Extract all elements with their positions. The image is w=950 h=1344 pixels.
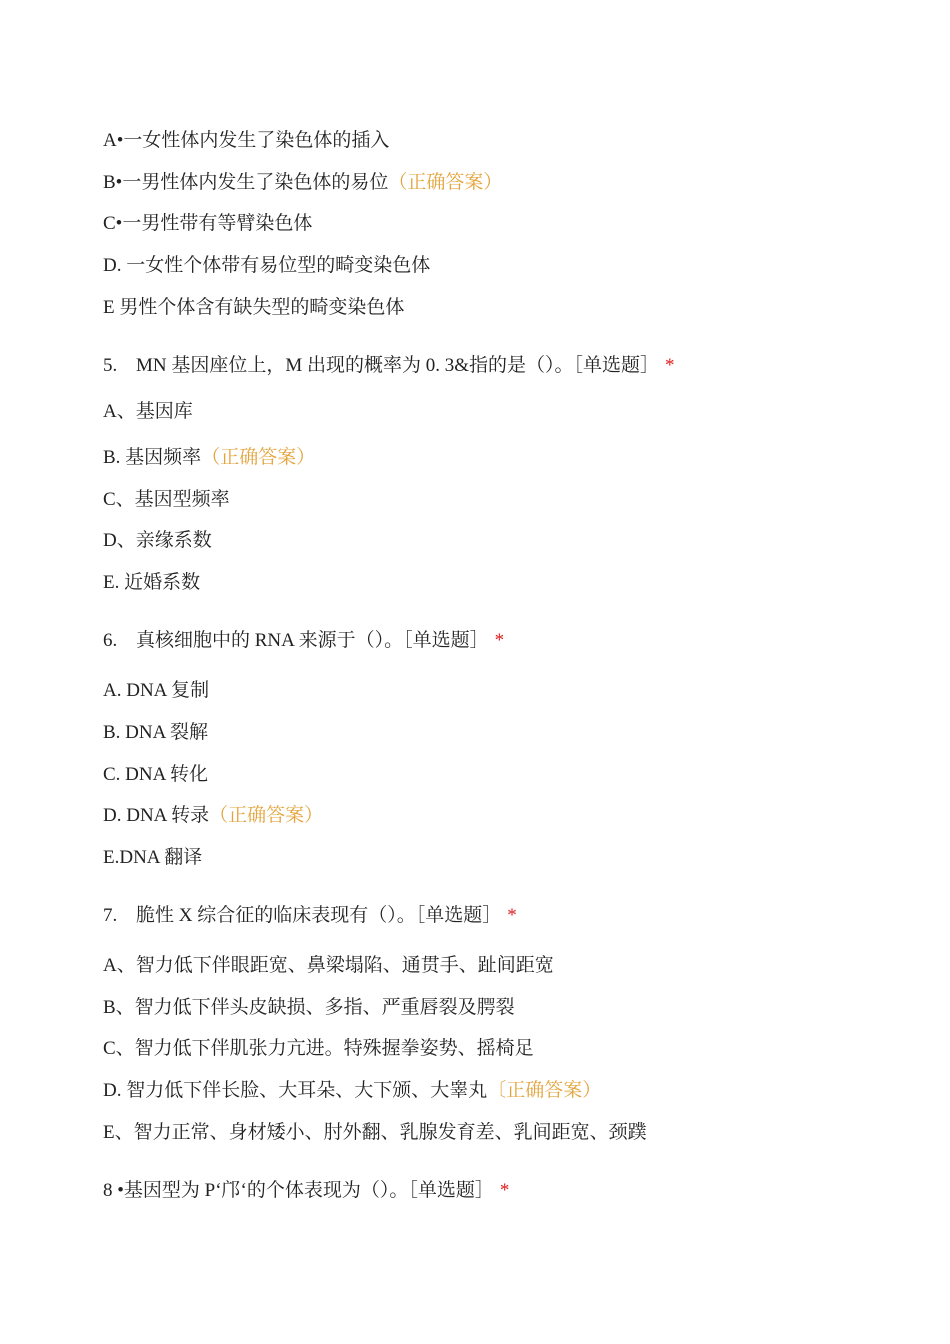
option-text: E、智力正常、身材矮小、肘外翻、乳腺发育差、乳间距宽、颈蹼: [103, 1122, 647, 1143]
question-text: 脆性 X 综合征的临床表现有（）。［单选题］: [136, 905, 502, 926]
option-text: B、智力低下伴头皮缺损、多指、严重唇裂及腭裂: [103, 997, 515, 1018]
option-text: A、基因库: [103, 401, 193, 422]
q5-option-a[interactable]: [103, 400, 193, 424]
option-text: E. 近婚系数: [103, 572, 201, 593]
q4-option-d[interactable]: [103, 254, 430, 278]
q4-option-a[interactable]: [103, 129, 389, 153]
option-text: C•一男性带有等臂染色体: [103, 213, 313, 234]
question-7-title: [103, 904, 517, 928]
correct-answer-tag: （正确答案）: [201, 447, 316, 468]
option-text: A. DNA 复制: [103, 680, 210, 701]
option-text: D、亲缘系数: [103, 530, 212, 551]
q7-option-b[interactable]: [103, 996, 515, 1020]
question-text: 8 •基因型为 P‘邝‘的个体表现为（）。［单选题］: [103, 1180, 494, 1201]
question-6-title: [103, 629, 504, 653]
option-text: A•一女性体内发生了染色体的插入: [103, 130, 390, 151]
q5-option-b[interactable]: [103, 446, 315, 470]
q6-option-c[interactable]: [103, 763, 208, 787]
correct-answer-tag: 〔正确答案）: [487, 1080, 602, 1101]
q7-option-e[interactable]: [103, 1121, 647, 1145]
question-number: 6.: [103, 630, 118, 651]
required-star: *: [499, 1180, 510, 1201]
option-text: B. DNA 裂解: [103, 722, 209, 743]
option-text: C、智力低下伴肌张力亢进。特殊握拳姿势、摇椅足: [103, 1038, 534, 1059]
q6-option-d[interactable]: [103, 804, 323, 828]
required-star: *: [665, 355, 675, 376]
required-star: *: [494, 630, 505, 651]
option-text: C、基因型频率: [103, 489, 230, 510]
question-number: 5.: [103, 355, 118, 376]
question-text: MN 基因座位上，M 出现的概率为 0. 3&指的是（）。［单选题］: [136, 355, 660, 376]
option-text: B. 基因频率: [103, 447, 202, 468]
q7-option-a[interactable]: [103, 954, 554, 978]
option-text: D. DNA 转录: [103, 805, 210, 826]
option-text: D. 智力低下伴长脸、大耳朵、大下颁、大睾丸: [103, 1080, 488, 1101]
required-star: *: [507, 905, 517, 926]
option-text: A、智力低下伴眼距宽、鼻梁塌陷、通贯手、趾间距宽: [103, 955, 554, 976]
question-text: 真核细胞中的 RNA 来源于（）。［单选题］: [136, 630, 489, 651]
q4-option-c[interactable]: [103, 212, 312, 236]
correct-answer-tag: （正确答案）: [209, 805, 324, 826]
option-text: E.DNA 翻译: [103, 847, 203, 868]
q7-option-c[interactable]: [103, 1037, 534, 1061]
q4-option-b[interactable]: [103, 171, 502, 195]
q6-option-b[interactable]: [103, 721, 208, 745]
option-text: B•一男性体内发生了染色体的易位: [103, 172, 389, 193]
option-text: D. 一女性个体带有易位型的畸变染色体: [103, 255, 431, 276]
option-text: E 男性个体含有缺失型的畸变染色体: [103, 297, 405, 318]
q5-option-d[interactable]: [103, 529, 212, 553]
q5-option-c[interactable]: [103, 488, 230, 512]
question-number: 7.: [103, 905, 118, 926]
question-5-title: [103, 354, 675, 378]
correct-answer-tag: （正确答案）: [388, 172, 503, 193]
q6-option-e[interactable]: [103, 846, 202, 870]
q7-option-d[interactable]: [103, 1079, 601, 1103]
question-8-title: [103, 1179, 509, 1203]
q5-option-e[interactable]: [103, 571, 200, 595]
q4-option-e[interactable]: [103, 296, 404, 320]
q6-option-a[interactable]: [103, 679, 209, 703]
option-text: C. DNA 转化: [103, 764, 209, 785]
